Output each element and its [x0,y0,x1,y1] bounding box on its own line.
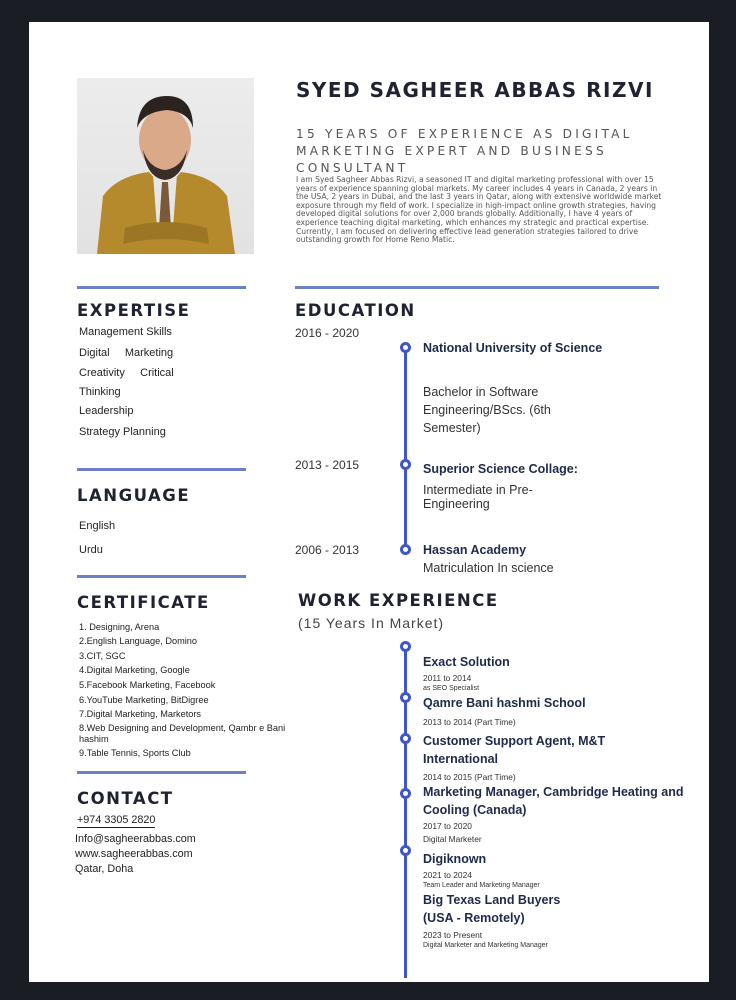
certificate-item: 8.Web Designing and Development, Qambr e Bani hashim [79,723,286,744]
work-title: Exact Solution [423,655,510,669]
timeline-dot [400,544,411,555]
divider [295,286,659,289]
work-role: Digital Marketer and Marketing Manager [423,942,548,949]
certificate-item: 7.Digital Marketing, Marketors [79,709,202,719]
divider [77,575,246,578]
education-school: Hassan Academy [423,543,527,557]
contact-email[interactable]: Info@sagheerabbas.com [75,833,196,845]
candidate-name: SYED SAGHEER ABBAS RIZVI [296,78,654,102]
work-title: Marketing Manager, Cambridge Heating and Cooling (Canada) [423,785,684,817]
certificate-item: 4.Digital Marketing, Google [79,665,190,675]
expertise-item: Strategy Planning [79,426,166,438]
education-years: 2016 - 2020 [295,326,360,340]
work-role: Team Leader and Marketing Manager [423,882,540,889]
expertise-item: Leadership [79,405,134,417]
work-title: Big Texas Land Buyers (USA - Remotely) [423,893,561,925]
timeline-dot [400,459,411,470]
work-role: Digital Marketer [423,834,482,844]
expertise-item: Management Skills [79,326,172,338]
certificate-item: 5.Facebook Marketing, Facebook [79,680,216,690]
timeline-dot [400,641,411,652]
work-dates: 2023 to Present [423,930,483,940]
certificate-item: 2.English Language, Domino [79,636,197,646]
education-degree: Bachelor in Software Engineering/BScs. (6th Semester) [423,385,551,435]
education-timeline [404,344,407,549]
certificate-heading: CERTIFICATE [77,593,210,612]
work-title: Digiknown [423,852,487,866]
timeline-dot [400,342,411,353]
work-dates: 2017 to 2020 [423,821,472,831]
education-years: 2006 - 2013 [295,543,360,557]
work-subtitle: (15 Years In Market) [298,615,445,631]
divider [77,286,246,289]
timeline-dot [400,733,411,744]
contact-website[interactable]: www.sagheerabbas.com [75,848,193,860]
education-school: Superior Science Collage: [423,462,578,476]
language-item: English [79,520,116,532]
work-role: as SEO Specialist [423,685,480,692]
work-dates: 2021 to 2024 [423,870,472,880]
education-heading: EDUCATION [295,301,416,320]
certificate-item: 6.YouTube Marketing, BitDigree [79,695,209,705]
expertise-item: Thinking [79,386,121,398]
timeline-dot [400,692,411,703]
education-years: 2013 - 2015 [295,458,360,472]
work-dates: 2011 to 2014 [423,673,472,683]
timeline-dot [400,788,411,799]
contact-phone[interactable]: +974 3305 2820 [77,814,156,826]
contact-location: Qatar, Doha [75,863,134,875]
headline: 15 YEARS OF EXPERIENCE AS DIGITAL MARKETING EXPERT AND BUSINESS CONSULTANT [296,127,633,175]
expertise-item: Digital Marketing [79,347,174,359]
expertise-heading: EXPERTISE [77,301,191,320]
certificate-item: 3.CIT, SGC [79,651,126,661]
profile-photo [77,78,254,254]
contact-heading: CONTACT [77,789,174,808]
language-item: Urdu [79,544,103,556]
work-title: Customer Support Agent, M&T International [423,734,606,766]
education-degree: Matriculation In science [423,561,554,575]
work-title: Qamre Bani hashmi School [423,696,586,710]
divider [77,468,246,471]
divider [77,771,246,774]
work-heading: WORK EXPERIENCE [298,591,499,610]
certificate-item: 1. Designing, Arena [79,622,160,632]
work-dates: 2014 to 2015 (Part Time) [423,772,516,782]
certificate-item: 9.Table Tennis, Sports Club [79,748,191,758]
education-school: National University of Science [423,341,603,355]
work-dates: 2013 to 2014 (Part Time) [423,717,516,727]
timeline-dot [400,845,411,856]
bio-paragraph: I am Syed Sagheer Abbas Rizvi, a seasoned IT and digital marketing professional with over 15 years of experience spanning global markets. My career includes 4 years in Canada, 2 years in the USA, 2 years in Dubai, and the last 3 years in Qatar, along with extensive worldwide market exposure through my field of work. I specialize in high-impact online growth strategies, having developed digital solutions for over 2,000 brands globally. Additionally, I have 4 years of experience teaching digital marketing, which enhances my strategic and practical expertise. Currently, I am focused on delivering effective lead generation strategies tailored to drive outstanding growth for Home Reno Matic. [296,175,662,245]
education-degree: Intermediate in Pre-Engineering [423,483,533,511]
expertise-item: Creativity Critical [79,367,174,379]
resume-page [29,22,709,982]
language-heading: LANGUAGE [77,486,191,505]
